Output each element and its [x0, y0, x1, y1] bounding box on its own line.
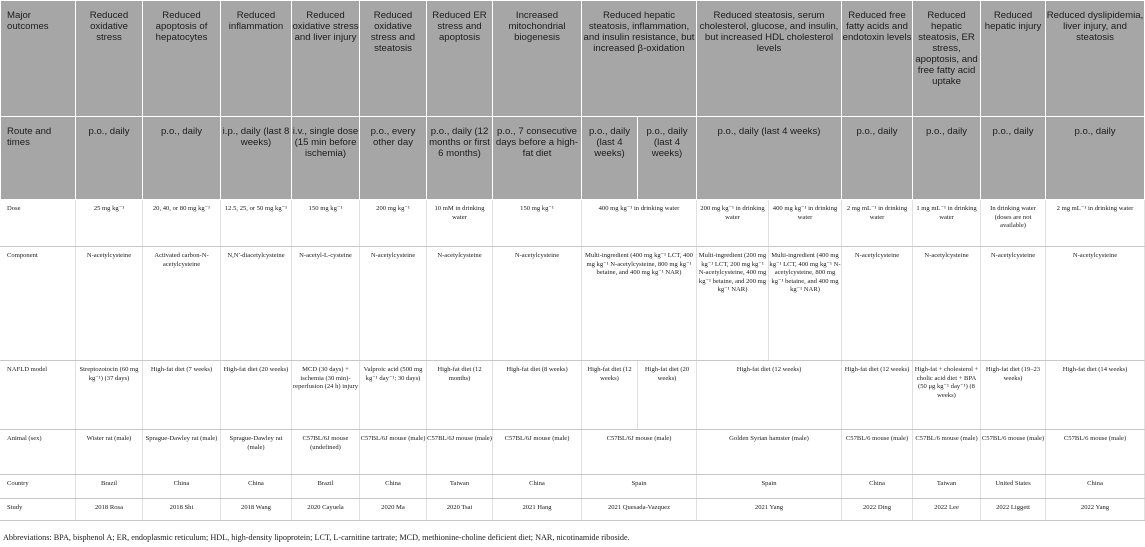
model-cell: High-fat diet (7 weeks): [143, 361, 221, 430]
country-cell: Spain: [697, 475, 842, 499]
dose-cell: 20, 40, or 80 mg kg⁻¹: [143, 200, 221, 247]
country-cell: Taiwan: [427, 475, 493, 499]
study-cell: 2018 Shi: [143, 499, 221, 521]
dose-cell: 400 mg kg⁻¹ in drinking water: [769, 200, 842, 247]
study-cell: 2022 Ding: [842, 499, 913, 521]
outcome-cell: Reduced steatosis, serum cholesterol, glucose, and insulin, but increased HDL cholesterol levels: [697, 1, 842, 117]
model-cell: High-fat diet (19–23 weeks): [981, 361, 1046, 430]
dose-cell: 1 mg mL⁻¹ in drinking water: [913, 200, 981, 247]
country-cell: United States: [981, 475, 1046, 499]
row-label: Dose: [1, 200, 76, 247]
component-cell: N-acetylcysteine: [360, 247, 427, 361]
study-cell: 2021 Quesada-Vazquez: [582, 499, 697, 521]
row-label: Route and times: [1, 117, 76, 200]
animal-cell: C57BL/6J mouse (male): [493, 430, 582, 475]
component-cell: N-acetylcysteine: [76, 247, 143, 361]
study-cell: 2022 Liggett: [981, 499, 1046, 521]
dose-cell: 150 mg kg⁻¹: [292, 200, 360, 247]
row-component: [1, 247, 1145, 361]
animal-cell: C57BL/6J mouse (male): [427, 430, 493, 475]
model-cell: High-fat diet (20 weeks): [638, 361, 697, 430]
row-animal-sex: [1, 430, 1145, 475]
model-cell: Valproic acid (500 mg kg⁻¹ day⁻¹; 30 days): [360, 361, 427, 430]
row-dose: [1, 200, 1145, 247]
country-cell: China: [360, 475, 427, 499]
component-cell: N-acetylcysteine: [842, 247, 913, 361]
dose-cell: 12.5, 25, or 50 mg kg⁻¹: [221, 200, 292, 247]
country-cell: Brazil: [76, 475, 143, 499]
model-cell: High-fat + cholesterol + cholic acid diet + BPA (50 μg kg⁻¹ day⁻¹) (8 weeks): [913, 361, 981, 430]
row-label: Animal (sex): [1, 430, 76, 475]
route-cell: p.o., daily (last 4 weeks): [697, 117, 842, 200]
study-cell: 2018 Rosa: [76, 499, 143, 521]
study-cell: 2022 Lee: [913, 499, 981, 521]
dose-cell: 200 mg kg⁻¹ in drinking water: [697, 200, 769, 247]
country-cell: China: [493, 475, 582, 499]
component-cell: N-acetylcysteine: [981, 247, 1046, 361]
outcome-cell: Increased mitochondrial biogenesis: [493, 1, 582, 117]
route-cell: i.v., single dose (15 min before ischemia): [292, 117, 360, 200]
outcome-cell: Reduced hepatic injury: [981, 1, 1046, 117]
country-cell: China: [1046, 475, 1145, 499]
animal-cell: C57BL/6J mouse (male): [582, 430, 697, 475]
dose-cell: 150 mg kg⁻¹: [493, 200, 582, 247]
component-cell: N-acetylcysteine: [493, 247, 582, 361]
model-cell: High-fat diet (20 weeks): [221, 361, 292, 430]
outcome-cell: Reduced hepatic steatosis, ER stress, apoptosis, and free fatty acid uptake: [913, 1, 981, 117]
row-label: Component: [1, 247, 76, 361]
route-cell: p.o., daily: [913, 117, 981, 200]
outcome-cell: Reduced oxidative stress and steatosis: [360, 1, 427, 117]
model-cell: High-fat diet (14 weeks): [1046, 361, 1145, 430]
dose-cell: In drinking water (doses are not available): [981, 200, 1046, 247]
study-cell: 2020 Cayuela: [292, 499, 360, 521]
study-cell: 2021 Yang: [697, 499, 842, 521]
model-cell: High-fat diet (12 months): [427, 361, 493, 430]
component-cell: N-acetylcysteine: [913, 247, 981, 361]
component-cell: N,N′-diacetylcysteine: [221, 247, 292, 361]
dose-cell: 25 mg kg⁻¹: [76, 200, 143, 247]
study-cell: 2020 Tsai: [427, 499, 493, 521]
study-cell: 2022 Yang: [1046, 499, 1145, 521]
dose-cell: 2 mg mL⁻¹ in drinking water: [842, 200, 913, 247]
row-label: Study: [1, 499, 76, 521]
component-cell: N-acetyl-L-cysteine: [292, 247, 360, 361]
country-cell: Brazil: [292, 475, 360, 499]
route-cell: p.o., daily (last 4 weeks): [638, 117, 697, 200]
component-cell: N-acetylcysteine: [427, 247, 493, 361]
route-cell: p.o., daily: [981, 117, 1046, 200]
animal-cell: Sprague-Dawley rat (male): [143, 430, 221, 475]
route-cell: p.o., daily (last 4 weeks): [582, 117, 638, 200]
component-cell: Multi-ingredient (400 mg kg⁻¹ LCT, 400 mg kg⁻¹ N-acetylcysteine, 800 mg kg⁻¹ betaine, and 400 mg kg⁻¹ NAR): [582, 247, 697, 361]
row-route-and-times: [1, 117, 1145, 200]
route-cell: p.o., every other day: [360, 117, 427, 200]
component-cell: Activated carbon-N-acetylcysteine: [143, 247, 221, 361]
route-cell: p.o., daily (12 months or first 6 months): [427, 117, 493, 200]
route-cell: p.o., daily: [1046, 117, 1145, 200]
component-cell: Multi-ingredient (200 mg kg⁻¹ LCT, 200 mg kg⁻¹ N-acetylcysteine, 400 mg kg⁻¹ betaine, and 200 mg kg⁻¹ NAR): [697, 247, 769, 361]
dose-cell: 400 mg kg⁻¹ in drinking water: [582, 200, 697, 247]
outcome-cell: Reduced oxidative stress: [76, 1, 143, 117]
model-cell: High-fat diet (12 weeks): [582, 361, 638, 430]
animal-cell: C57BL/6 mouse (male): [981, 430, 1046, 475]
outcome-cell: Reduced inflammation: [221, 1, 292, 117]
row-study: [1, 499, 1145, 521]
route-cell: p.o., daily: [143, 117, 221, 200]
row-label: Major outcomes: [1, 1, 76, 117]
country-cell: China: [143, 475, 221, 499]
animal-cell: Golden Syrian hamster (male): [697, 430, 842, 475]
country-cell: China: [221, 475, 292, 499]
route-cell: i.p., daily (last 8 weeks): [221, 117, 292, 200]
country-cell: Taiwan: [913, 475, 981, 499]
study-cell: 2021 Hang: [493, 499, 582, 521]
outcome-cell: Reduced hepatic steatosis, inflammation, and insulin resistance, but increased β-oxidation: [582, 1, 697, 117]
row-label: NAFLD model: [1, 361, 76, 430]
outcome-cell: Reduced ER stress and apoptosis: [427, 1, 493, 117]
animal-cell: Sprague-Dawley rat (male): [221, 430, 292, 475]
country-cell: Spain: [582, 475, 697, 499]
model-cell: High-fat diet (12 weeks): [697, 361, 842, 430]
dose-cell: 200 mg kg⁻¹: [360, 200, 427, 247]
row-major-outcomes: [1, 1, 1145, 117]
animal-cell: C57BL/6J mouse (undefined): [292, 430, 360, 475]
row-label: Country: [1, 475, 76, 499]
model-cell: Streptozotocin (60 mg kg⁻¹) (37 days): [76, 361, 143, 430]
dose-cell: 2 mg mL⁻¹ in drinking water: [1046, 200, 1145, 247]
animal-cell: C57BL/6 mouse (male): [1046, 430, 1145, 475]
row-nafld-model: [1, 361, 1145, 430]
country-cell: China: [842, 475, 913, 499]
row-country: [1, 475, 1145, 499]
study-cell: 2020 Ma: [360, 499, 427, 521]
outcome-cell: Reduced free fatty acids and endotoxin levels: [842, 1, 913, 117]
dose-cell: 10 mM in drinking water: [427, 200, 493, 247]
component-cell: N-acetylcysteine: [1046, 247, 1145, 361]
animal-cell: C57BL/6J mouse (male): [360, 430, 427, 475]
animal-cell: Wister rat (male): [76, 430, 143, 475]
animal-cell: C57BL/6 mouse (male): [842, 430, 913, 475]
route-cell: p.o., daily: [76, 117, 143, 200]
model-cell: MCD (30 days) + ischemia (30 min)-reperfusion (24 h) injury: [292, 361, 360, 430]
model-cell: High-fat diet (8 weeks): [493, 361, 582, 430]
model-cell: High-fat diet (12 weeks): [842, 361, 913, 430]
outcome-cell: Reduced oxidative stress and liver injury: [292, 1, 360, 117]
study-cell: 2018 Wang: [221, 499, 292, 521]
route-cell: p.o., daily: [842, 117, 913, 200]
abbreviations-footnote: Abbreviations: BPA, bisphenol A; ER, endoplasmic reticulum; HDL, high-density lipoprotein; LCT, L-carnitine tartrate; MCD, methionine-choline deficient diet; NAR, nicotinamide riboside.: [3, 533, 630, 542]
animal-cell: C57BL/6 mouse (male): [913, 430, 981, 475]
component-cell: Multi-ingredient (400 mg kg⁻¹ LCT, 400 mg kg⁻¹ N-acetylcysteine, 800 mg kg⁻¹ betaine, and 400 mg kg⁻¹ NAR): [769, 247, 842, 361]
outcome-cell: Reduced apoptosis of hepatocytes: [143, 1, 221, 117]
outcome-cell: Reduced dyslipidemia, liver injury, and steatosis: [1046, 1, 1145, 117]
route-cell: p.o., 7 consecutive days before a high-fat diet: [493, 117, 582, 200]
